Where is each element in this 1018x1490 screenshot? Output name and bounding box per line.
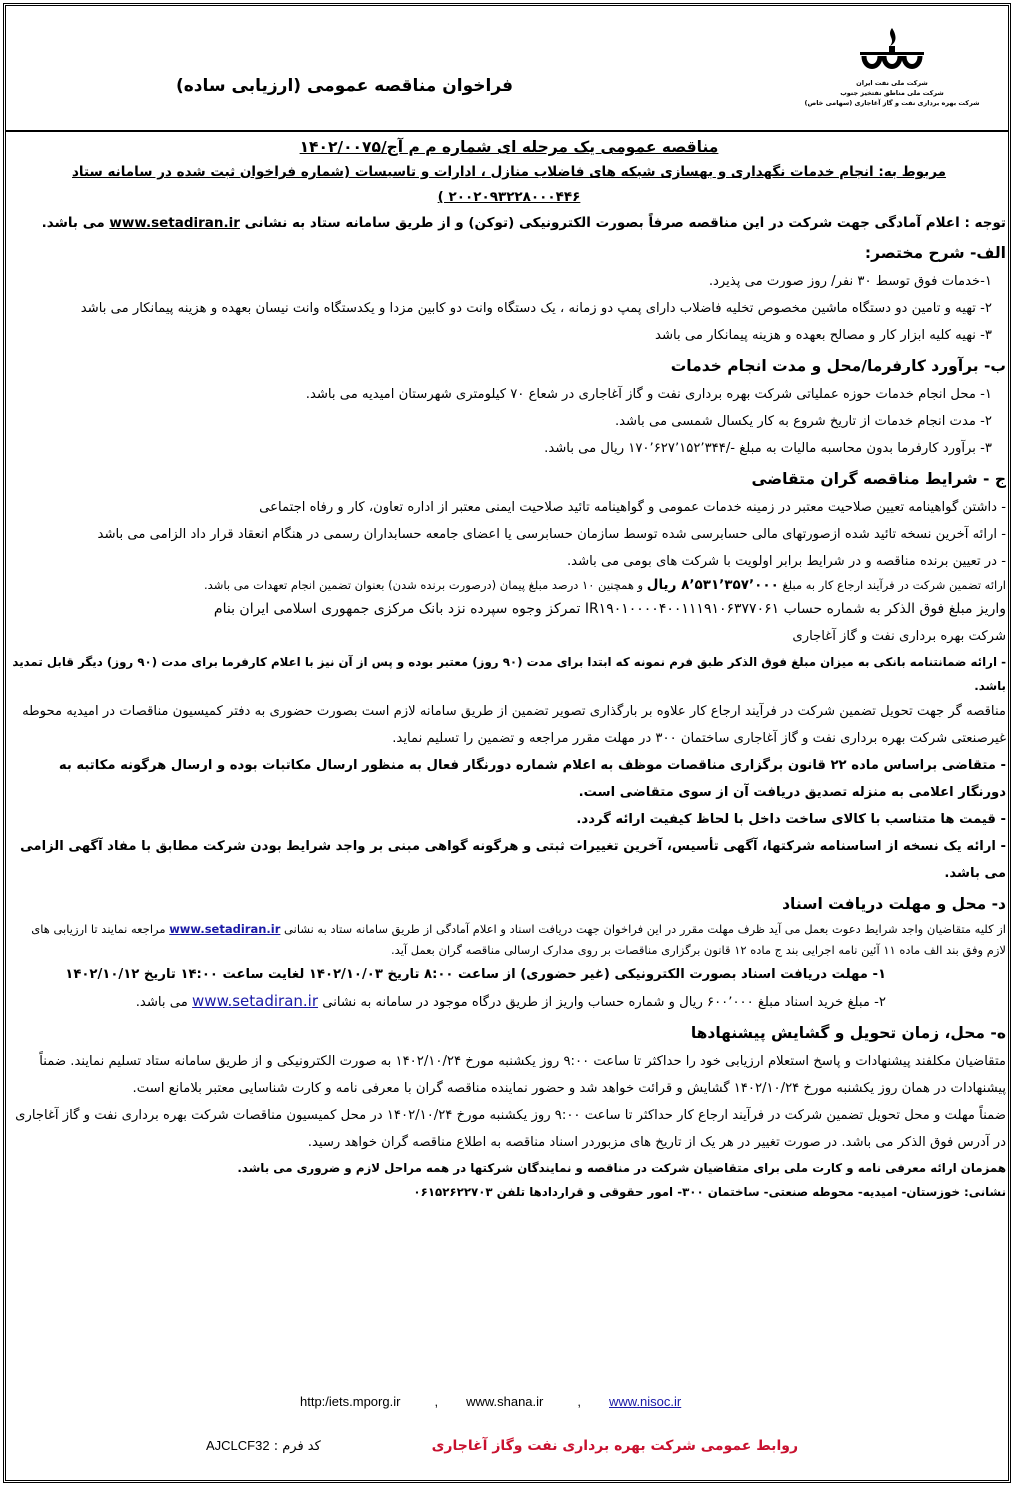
guarantee-text: [12, 575, 1006, 596]
section-d-intro: [12, 919, 1006, 961]
section-a-heading: الف- شرح مختصر:: [864, 244, 1006, 262]
tender-title: مناقصه عمومی یک مرحله ای شماره م م آج/۱۴۰۲/۰۰۷۵: [299, 138, 719, 156]
deposit-account: IR۱۹۰۱۰۰۰۰۴۰۰۱۱۱۹۱۰۶۳۷۷۰۶۱: [584, 601, 780, 617]
public-relations-signature: روابط عمومی شرکت بهره برداری نفت وگاز آغاجاری: [431, 1438, 798, 1454]
section-d-intro-lead: از کلیه متقاضیان واجد شرایط دعوت بعمل می آید ظرف مهلت مقرر در این فراخوان جهت دریافت اسناد و اعلام آمادگی از طریق سامانه ستاد به نشانی: [284, 922, 1006, 936]
article-22: - متقاضی براساس ماده ۲۲ قانون برگزاری مناقصات موظف به اعلام شماره دورنگار فعال به منظور ارسال مکاتبات بوده و ارسال هرگونه مکاتبه به دورنگار اعلامی به منزله تصدیق دریافت آن از سوی متقاضی است.: [58, 758, 1006, 800]
guarantee-amount: ۸٬۵۳۱٬۳۵۷٬۰۰۰ ریال: [646, 577, 779, 593]
bank-guarantee: - ارائه ضمانتنامه بانکی به میزان مبلغ فوق الذکر طبق فرم نمونه که ابتدا برای مدت (۹۰ روز) معتبر بوده و پس از آن نیز با اعلام کارفرما برای مدت (۹۰ روز) دیگر قابل تمدید باشد.: [12, 655, 1006, 693]
deposit-beneficiary: شرکت بهره برداری نفت و گاز آغاجاری: [792, 629, 1006, 644]
footer-links: [300, 1394, 709, 1409]
footer-link-shana[interactable]: www.shana.ir: [466, 1394, 544, 1409]
section-c-item-3: - در تعیین برنده مناقصه و در شرایط برابر اولویت با شرکت های بومی می باشد.: [566, 554, 1006, 569]
section-d-item-2: [12, 988, 1006, 1016]
nioc-logo-icon: [850, 26, 934, 76]
tender-subject-line-1: مربوط به: انجام خدمات نگهداری و بهسازی شبکه های فاضلاب منازل ، ادارات و تاسیسات (شماره فراخوان ثبت شده در سامانه ستاد: [71, 164, 947, 180]
form-code-value: AJCLCF32: [206, 1438, 270, 1453]
section-b-item-1: ۱- محل انجام خدمات حوزه عملیاتی شرکت بهره برداری نفت و گاز آغاجاری در شعاع ۷۰ کیلومتری شهرستان امیدیه می باشد.: [305, 387, 992, 402]
price-condition: - قیمت ها متناسب با کالای ساخت داخل با لحاظ کیفیت ارائه گردد.: [576, 812, 1006, 827]
document-body: [12, 134, 1006, 1204]
guarantee-tail: و همچنین ۱۰ درصد مبلغ پیمان (درصورت برنده شدن) بعنوان تضمین انجام تعهدات می باشد.: [204, 578, 644, 592]
deposit-tail: تمرکز وجوه سپرده نزد بانک مرکزی جمهوری اسلامی ایران بنام: [213, 601, 581, 617]
section-b-heading: ب- برآورد کارفرما/محل و مدت انجام خدمات: [670, 357, 1006, 375]
logo-line-2: شرکت ملی مناطق نفتخیز جنوب: [840, 89, 944, 97]
form-code: [206, 1438, 321, 1454]
logo-line-3: شرکت بهره برداری نفت و گاز آغاجاری (سهامی خاص): [804, 99, 980, 107]
footer-separator: ,: [434, 1394, 439, 1409]
section-c-heading: ج - شرایط مناقصه گران متقاضی: [751, 470, 1006, 488]
section-d-item-2-url-link[interactable]: www.setadiran.ir: [192, 992, 319, 1010]
notice-text: توجه : اعلام آمادگی جهت شرکت در این مناقصه صرفاً بصورت الکترونیکی (توکن) و از طریق سامانه ستاد به نشانی: [244, 215, 1006, 231]
section-e-para-2: ضمناً مهلت و محل تحویل تضمین شرکت در فرآیند ارجاع کار حداکثر تا ساعت ۹:۰۰ روز یکشنبه مورخ ۱۴۰۲/۱۰/۲۴ در محل کمیسیون مناقصات شرکت بهره برداری نفت و گاز آغاجاری در آدرس فوق الذکر می باشد. در صورت تغییر در هر یک از تاریخ های مزبوردر اسناد مناقصه به اطلاع مناقصه گران خواهد رسید.: [15, 1108, 1006, 1150]
section-d-heading: د- محل و مهلت دریافت اسناد: [782, 895, 1006, 913]
section-c-item-1: - داشتن گواهینامه تعیین صلاحیت معتبر در زمینه خدمات عمومی و گواهینامه تائید صلاحیت ایمنی معتبر از اداره تعاون، کار و رفاه اجتماعی: [259, 500, 1006, 515]
deposit-lead: واریز مبلغ فوق الذکر به شماره حساب: [783, 601, 1006, 617]
logo-line-1: شرکت ملی نفت ایران: [856, 79, 928, 87]
notice-url-link[interactable]: www.setadiran.ir: [109, 215, 240, 231]
section-d-item-1: ۱- مهلت دریافت اسناد بصورت الکترونیکی (غیر حضوری) از ساعت ۸:۰۰ تاریخ ۱۴۰۲/۱۰/۰۳ لغایت ساعت ۱۴:۰۰ تاریخ ۱۴۰۲/۱۰/۱۲: [65, 967, 886, 982]
section-b-item-2: ۲- مدت انجام خدمات از تاریخ شروع به کار یکسال شمسی می باشد.: [614, 414, 992, 429]
guarantee-lead: ارائه تضمین شرکت در فرآیند ارجاع کار به مبلغ: [782, 578, 1006, 592]
documents-condition: - ارائه یک نسخه از اساسنامه شرکتها، آگهی تأسیس، آخرین تغییرات ثبتی و هرگونه گواهی مبنی بر واجد شرایط بودن شرکت مطابق با مفاد آگهی الزامی می باشد.: [20, 839, 1006, 881]
section-d-item-2-tail: می باشد.: [135, 995, 188, 1010]
footer-link-iets[interactable]: http:/iets.mporg.ir: [300, 1394, 401, 1409]
section-a-item-1: ۱-خدمات فوق توسط ۳۰ نفر/ روز صورت می پذیرد.: [708, 274, 992, 289]
notice: [12, 210, 1006, 236]
section-e-heading: ه- محل، زمان تحویل و گشایش پیشنهادها: [690, 1024, 1006, 1042]
section-e-para-1: متقاضیان مکلفند پیشنهادات و پاسخ استعلام ارزیابی خود را حداکثر تا ساعت ۹:۰۰ روز یکشنبه مورخ ۱۴۰۲/۱۰/۲۴ به صورت الکترونیکی و از طریق سامانه ستاد تسلیم نمایند. ضمناً پیشنهادات در همان روز یکشنبه مورخ ۱۴۰۲/۱۰/۲۴ گشایش و قرائت خواهد شد و حضور نماینده مناقصه گران با معرفی نامه و کارت شناسایی معتبر بلامانع است.: [39, 1054, 1006, 1096]
section-c-item-2: - ارائه آخرین نسخه تائید شده ازصورتهای مالی حسابرسی شده توسط سازمان حسابرسی یا اعضای جامعه حسابداران رسمی در هنگام انعقاد قرار داد الزامی می باشد: [97, 527, 1006, 542]
section-d-url-link[interactable]: www.setadiran.ir: [169, 922, 281, 936]
footer-link-nisoc[interactable]: www.nisoc.ir: [609, 1394, 682, 1409]
footer-separator: ,: [577, 1394, 581, 1409]
company-logo: [792, 26, 992, 109]
address: نشانی: خوزستان- امیدیه- محوطه صنعتی- ساختمان ۳۰۰- امور حقوقی و قراردادها تلفن ۰۶۱۵۲۶۲۲۷۰۳: [413, 1185, 1006, 1199]
tender-subject-line-2: ۲۰۰۲۰۹۳۲۲۸۰۰۰۴۴۶ ): [437, 189, 581, 205]
form-code-label: کد فرم :: [273, 1439, 321, 1454]
section-a-item-3: ۳- نهیه کلیه ابزار کار و مصالح بعهده و هزینه پیمانکار می باشد: [655, 328, 992, 343]
header: [6, 6, 1008, 132]
section-e-para-3: همزمان ارائه معرفی نامه و کارت ملی برای متقاضیان شرکت در مناقصه و نمایندگان شرکتها در همه مراحل لازم و ضروری می باشد.: [237, 1161, 1006, 1175]
deposit-text: [12, 596, 1006, 623]
section-a-item-2: ۲- تهیه و تامین دو دستگاه ماشین مخصوص تخلیه فاضلاب دارای پمپ دو زمانه ، یک دستگاه وانت دو کابین مزدا و یکدستگاه وانت نیسان بعهده و هزینه پیمانکار می باشد: [80, 301, 992, 316]
notice-tail: می باشد.: [41, 215, 105, 231]
guarantee-delivery: مناقصه گر جهت تحویل تضمین شرکت در فرآیند ارجاع کار علاوه بر بارگذاری تصویر تضمین از طریق سامانه لازم است بصورت حضوری به دفتر کمیسیون مناقصات در امیدیه محوطه غیرصنعتی شرکت بهره برداری نفت و گاز آغاجاری ساختمان ۳۰۰ در مهلت مقرر مراجعه و تضمین را تسلیم نماید.: [22, 704, 1006, 746]
section-b-item-3: ۳- برآورد کارفرما بدون محاسبه مالیات به مبلغ -/۱۷۰٬۶۲۷٬۱۵۲٬۳۴۴ ریال می باشد.: [544, 441, 992, 456]
page-title: فراخوان مناقصه عمومی (ارزیابی ساده): [176, 76, 514, 96]
section-d-item-2-lead: ۲- مبلغ خرید اسناد مبلغ ۶۰۰٬۰۰۰ ریال و شماره حساب واریز از طریق درگاه موجود در سامانه به نشانی: [322, 995, 886, 1010]
section-d-intro-tail: مراجعه نمایند تا ارزیابی های لازم وفق بند الف ماده ۱۱ آئین نامه اجرایی بند ج ماده ۱۲ قانون برگزاری مناقصات بر روی مدارک ارسالی مناقصه گران بعمل آید.: [31, 922, 1006, 957]
